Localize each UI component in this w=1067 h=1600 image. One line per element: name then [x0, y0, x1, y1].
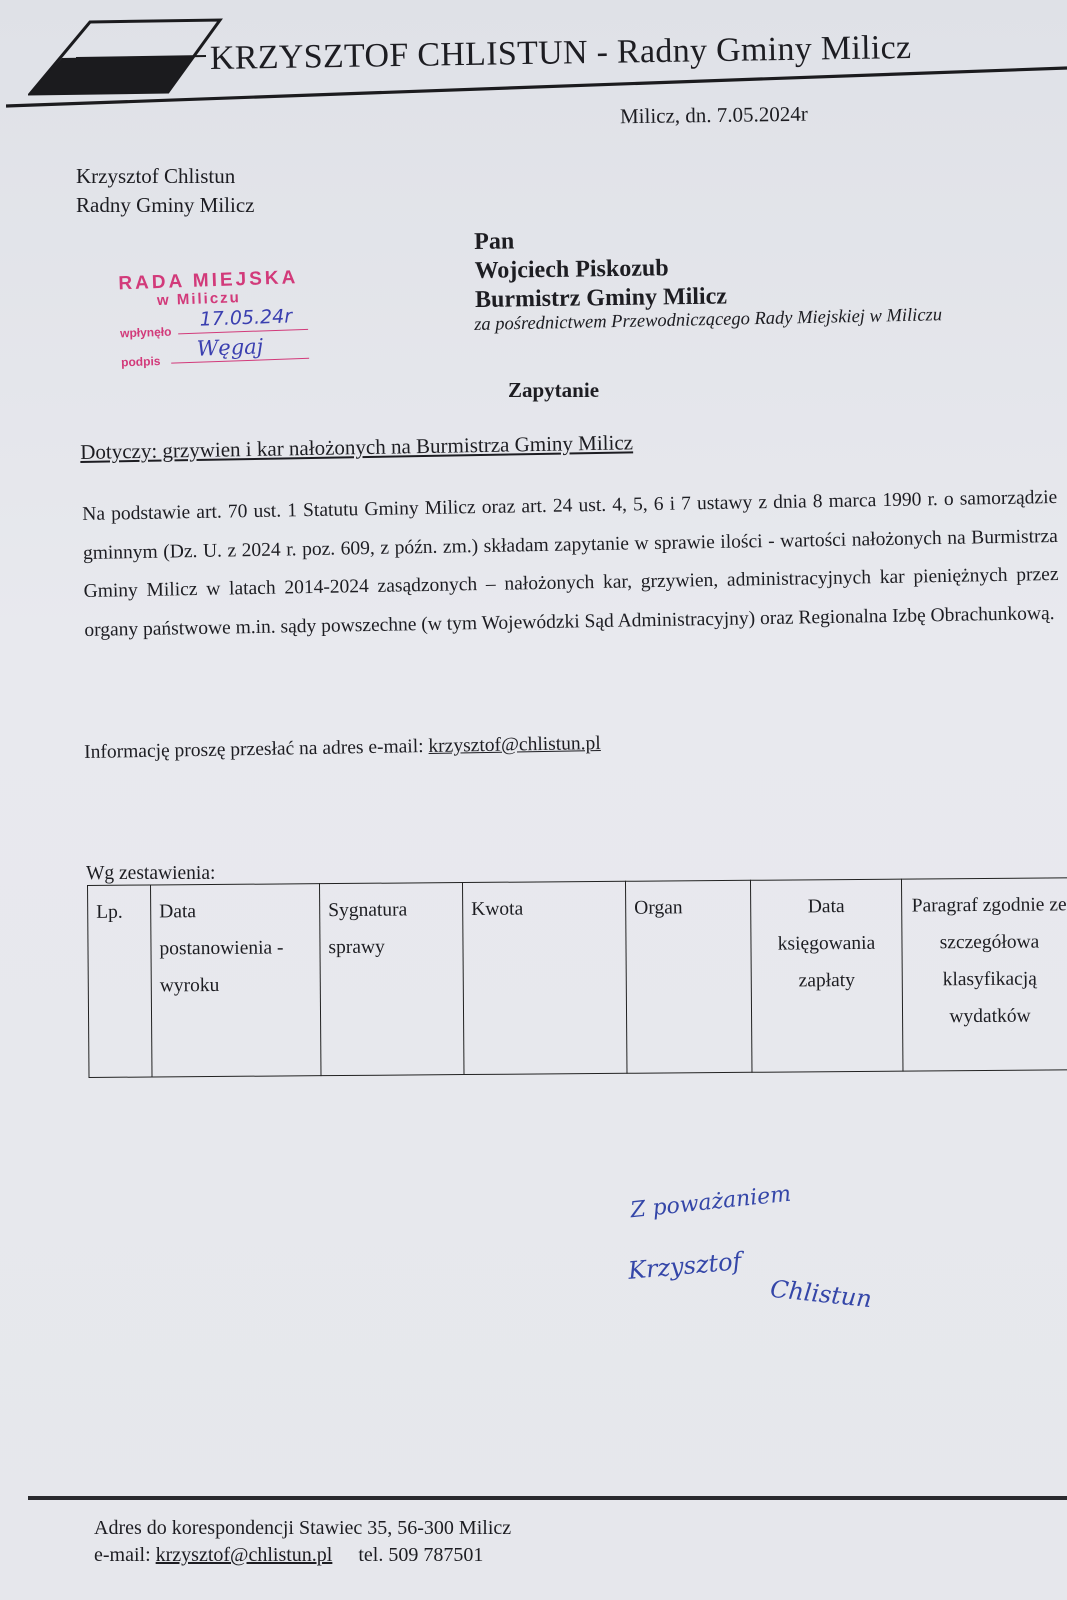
contact-line [84, 733, 601, 764]
sender-role: Radny Gminy Milicz [76, 193, 255, 217]
contact-email-link[interactable]: krzysztof@chlistun.pl [428, 732, 601, 757]
stamp-received-line [178, 329, 308, 335]
recipient-salutation: Pan [474, 228, 515, 255]
received-stamp [110, 264, 324, 391]
table-caption: Wg zestawienia: [86, 863, 216, 884]
table-header-cell: Lp. [88, 885, 153, 1077]
footer [94, 1515, 511, 1569]
handwritten-signature [620, 1181, 920, 1340]
signature-closing: Z poważaniem [629, 1181, 793, 1224]
sender-name: Krzysztof Chlistun [76, 164, 236, 188]
recipient-position: Burmistrz Gminy Milicz [474, 283, 728, 313]
footer-address: Adres do korespondencji Stawiec 35, 56-300 Milicz [94, 1517, 512, 1539]
stamp-title: RADA MIEJSKA [118, 267, 299, 295]
stamp-signature-label: podpis [120, 353, 161, 370]
stamp-signature: Węgaj [196, 334, 264, 361]
summary-table [87, 877, 1067, 1078]
recipient-name: Wojciech Piskozub [474, 255, 669, 284]
subject-line: Dotyczy: grzywien i kar nałożonych na Burmistrza Gminy Milicz [80, 430, 634, 464]
table-header-cell: Paragraf zgodnie ze szczegółowa klasyfikacją wydatków [901, 878, 1067, 1071]
recipient-via: za pośrednictwem Przewodniczącego Rady Miejskiej w Miliczu [474, 305, 943, 335]
footer-email-link[interactable]: krzysztof@chlistun.pl [155, 1544, 333, 1566]
table-header-cell: Data księgowania zapłaty [750, 879, 903, 1072]
stamp-received-date: 17.05.24r [199, 305, 293, 331]
footer-email-label: e-mail: [94, 1544, 156, 1566]
table-header-row [88, 878, 1067, 1078]
sender-block [76, 162, 254, 220]
signature-last-name: Chlistun [768, 1274, 874, 1314]
contact-text: Informację proszę przesłać na adres e-mail: [84, 735, 429, 763]
recipient-block [474, 224, 727, 315]
table-header-cell: Data postanowienia - wyroku [151, 884, 322, 1077]
table-header-cell: Organ [625, 880, 752, 1073]
letterhead-rule [6, 66, 1067, 112]
stamp-received-label: wpłynęło [119, 324, 172, 341]
table-header-cell: Sygnatura sprawy [319, 883, 464, 1076]
footer-rule [28, 1496, 1067, 1500]
document-type: Zapytanie [508, 378, 600, 402]
footer-contact [94, 1542, 511, 1569]
table-header-cell: Kwota [462, 881, 627, 1074]
footer-phone: tel. 509 787501 [358, 1544, 484, 1566]
signature-first-name: Krzysztof [626, 1247, 743, 1285]
letter-date: Milicz, dn. 7.05.2024r [619, 101, 808, 129]
letterhead-title: KRZYSZTOF CHLISTUN - Radny Gminy Milicz [209, 28, 912, 77]
stamp-subtitle: w Miliczu [156, 289, 242, 310]
body-paragraph: Na podstawie art. 70 ust. 1 Statutu Gminy Milicz oraz art. 24 ust. 4, 5, 6 i 7 ustawy z dnia 8 marca 1990 r. o samorządzie gminnym (Dz. U. z 2024 r. poz. 609, z późn. zm.) składam zapytanie w sprawie ilości - wartości nałożonych na Burmistrza Gminy Milicz w latach 2014-2024 zasądzonych – nałożonych kar, grzywien, administracyjnych kar pieniężnych przez organy państwowe m.in. sądy powszechne (w tym Wojewódzki Sąd Administracyjny) oraz Regionalna Izbę Obrachunkową. [82, 486, 1059, 641]
